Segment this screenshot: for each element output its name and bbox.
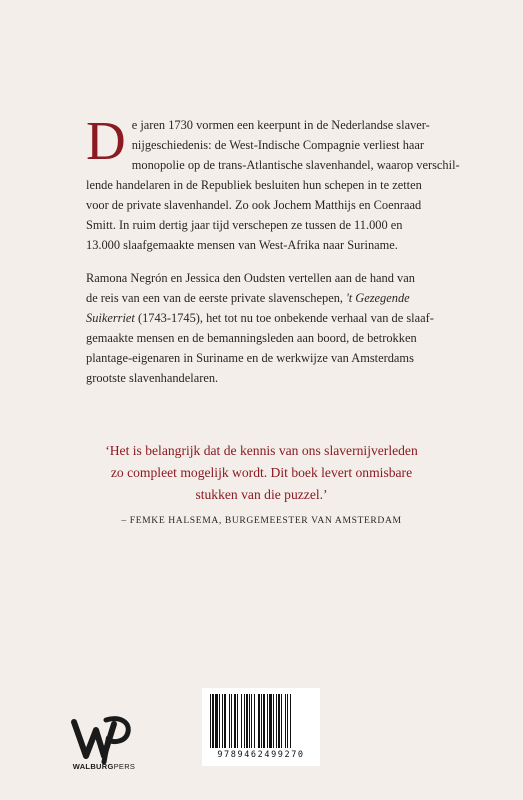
summary-line (86, 308, 442, 328)
endorsement-quote (60, 440, 463, 506)
quote-line: ‘Het is belangrijk dat de kennis van ons slavernijverleden (105, 443, 418, 458)
publisher-name (68, 762, 140, 771)
summary-line: Ramona Negrón en Jessica den Oudsten vertellen aan de hand van (86, 271, 415, 285)
summary-text: (1743-1745), het tot nu toe onbekende verhaal van de slaaf- (134, 311, 434, 325)
summary-line: plantage-eigenaren in Suriname en de werkwijze van Amsterdams (86, 351, 414, 365)
intro-line: voor de private slavenhandel. Zo ook Jochem Matthijs en Coenraad (86, 198, 422, 212)
summary-line: grootste slavenhandelaren. (86, 371, 219, 385)
intro-line: Smitt. In ruim dertig jaar tijd verschepen ze tussen de 11.000 en (86, 218, 403, 232)
intro-paragraph (86, 110, 460, 255)
drop-cap: D (86, 110, 126, 171)
ship-name-part: 't Gezegende (346, 291, 410, 305)
summary-paragraph (86, 268, 442, 388)
isbn-barcode (202, 688, 320, 766)
ship-name-part: Suikerriet (86, 311, 135, 325)
intro-line: nijgeschiedenis: de West-Indische Compagnie verliest haar (131, 138, 425, 152)
intro-line: e jaren 1730 vormen een keerpunt in de Nederlandse slaver- (131, 118, 430, 132)
intro-line: lende handelaren in de Republiek besluiten hun schepen in te zetten (86, 178, 422, 192)
quote-attribution: – FEMKE HALSEMA, BURGEMEESTER VAN AMSTERDAM (121, 515, 402, 526)
isbn-number: 9789462499270 (217, 750, 305, 760)
barcode-bars (210, 694, 312, 748)
quote-line: stukken van die puzzel.’ (195, 487, 328, 502)
intro-line: monopolie op de trans-Atlantische slavenhandel, waarop verschil- (131, 158, 460, 172)
quote-line: zo compleet mogelijk wordt. Dit boek levert onmisbare (110, 465, 413, 480)
publisher-name-a: WALBURG (72, 762, 114, 771)
intro-line: 13.000 slaafgemaakte mensen van West-Afrika naar Suriname. (86, 238, 398, 252)
summary-line: gemaakte mensen en de bemanningsleden aan boord, de betrokken (86, 331, 417, 345)
publisher-name-b: PERS (113, 762, 136, 771)
summary-line (86, 288, 442, 308)
summary-text: de reis van een van de eerste private slavenschepen, (86, 291, 347, 305)
